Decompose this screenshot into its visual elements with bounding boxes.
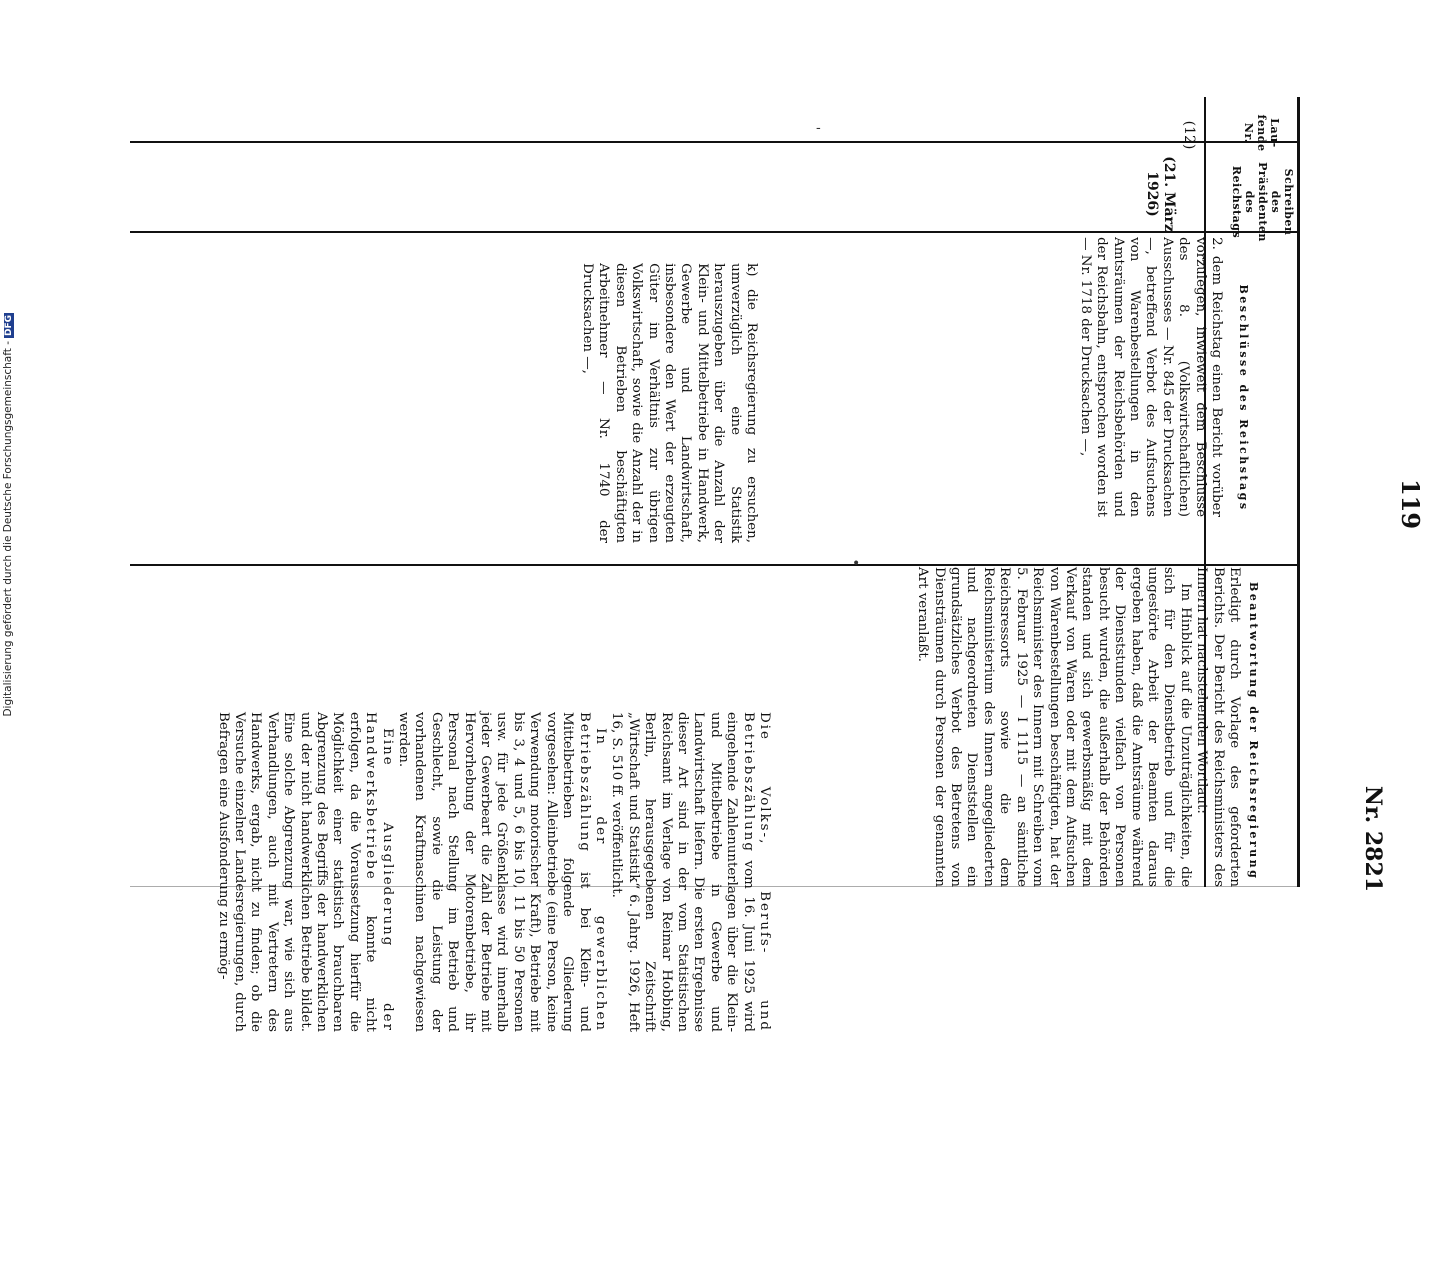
answer-crafts-paragraph	[214, 712, 394, 1032]
header-rule-top	[1297, 97, 1300, 887]
entry-number: (12)	[1181, 120, 1197, 150]
credit-text: Digitalisierung gefördert durch die Deutsche Forschungsgemeinschaft -	[2, 341, 14, 717]
crafts-rest: konnte nicht erfolgen, da die Voraussetzung hierfür die Möglichkeit einer statistisch brauchbaren Abgrenzung des Begriffs der handwerklichen und der nicht handwerklichen Betriebe bildet. Eine solche Abgrenzung war, wie sich aus Verhandlungen, auch mit Vertretern des Handwerks, ergab, nicht zu finden; ob die Versuche einzelner Landesregierungen, durch Befragen eine Ausfonderung zu ermög-	[215, 712, 379, 1032]
answer-census-paragraph	[608, 712, 772, 1032]
resolution-item-2	[1044, 217, 1224, 517]
entry-date: (21. März 1926)	[1144, 156, 1177, 232]
row-rule-left	[130, 141, 1300, 143]
digitization-credit	[2, 313, 18, 1273]
answer-part-2	[156, 712, 772, 1032]
column-header-number: Lau- fende Nr.	[1242, 114, 1281, 152]
resolution-2-text: 2. dem Reichstag einen Bericht vorüber vorzulegen, inwieweit dem Beschlusse des 8. (Volkswirtschaftlichen) Ausschusses — Nr. 845 der Drucksachen —, betreffend Verbot des Aufsuchens von Warenbestellungen in den Amtsräumen der Reichsbehörden und der Reichsbahn, entsprochen worden ist — Nr. 1718 der Drucksachen —,	[1077, 237, 1224, 517]
column-header-answer: Beantwortung der Reichsregierung	[1247, 582, 1260, 881]
crafts-lead: Eine Ausgliederung der Handwerksbetriebe	[363, 712, 395, 1032]
page-number: 119	[1396, 478, 1425, 530]
dfg-logo: DFG	[4, 315, 14, 337]
commercial-census-rest: ist bei Klein- und Mittelbetrieben folgende Gliederung vorgesehen: Alleinbetriebe (eine Person, keine Verwendung motorischer Kraft), Betriebe mit bis 3, 4 und 5, 6 bis 10, 11 bis 50 Personen usw. für jede Größenklasse wird innerhalb jeder Gewerbeart die Zahl der Betriebe mit Hervorhebung der Motorenbetriebe, ihr Personal nach Stellung im Betrieb und Geschlecht, sowie die Leistung der vorhandenen Kraftmaschinen nachgewiesen werden.	[396, 712, 592, 1032]
answer-part-1	[916, 567, 1242, 887]
answer-intro: Erledigt durch Vorlage des geforderten Berichts. Der Bericht des Reichsministers des Innern hat nachstehenden Wortlaut:	[1194, 567, 1242, 887]
census-lead: Die Volks-, Berufs- und Betriebszählung	[740, 712, 772, 1032]
resolution-k-text: k) die Reichsregierung zu ersuchen, umverzüglich eine Statistik herauszugeben über die Anzahl der Klein- und Mittelbetriebe in Handwerk, Gewerbe und Landwirtschaft, insbesondere den Wert der erzeugten Güter im Verhältnis zur übrigen Volkswirtschaft, sowie die Anzahl der in diesen Betrieben beschäftigten Arbeitnehmer — Nr. 1740 der Drucksachen —,	[579, 263, 759, 543]
commercial-census-lead: In der gewerblichen Betriebszählung	[576, 712, 608, 1032]
column-header-letter: Schreiben des Präsidenten des Reichstags	[1230, 162, 1295, 242]
census-rest: vom 16. Juni 1925 wird eingehende Zahlenunterlagen über die Klein- und Mittelbetriebe in Gewerbe und Landwirtschaft liefern. Die ersten Ergebnisse dieser Art sind in der vom Statistischen Reichsamt im Verlage von Reimar Hobbing, Berlin, herausgegebenen Zeitschrift „Wirtschaft und Statistik“ 6. Jahrg. 1926, Heft 16, S. 510 ff. veröffentlicht.	[609, 712, 756, 1032]
document-number: Nr. 2821	[1360, 785, 1386, 893]
answer-paragraph-visitors: Im Hinblick auf die Unzuträglichkeiten, die sich für den Dienstbetrieb und für die ungestörte Arbeit der Beamten daraus ergeben haben, daß die Amtsräume während der Dienststunden vielfach von Personen besucht wurden, die außerhalb der Behörden standen und sich gewerbsmäßig mit dem Verkauf von Waren oder mit dem Aufsuchen von Warenbestellungen beschäftigten, hat der Reichsminister des Innern mit Schreiben vom 5. Februar 1925 — I 1115 — an sämtliche Reichsressorts sowie die dem Reichsministerium des Innern angegliederten und nachgeordneten Dienststellen ein grundsätzliches Verbot des Betretens von Diensträumen durch Personen der genannten Art veranlaßt.	[915, 567, 1193, 887]
column-rule-2	[130, 564, 1300, 566]
scan-speck: •	[852, 556, 861, 572]
resolution-item-k	[579, 243, 759, 543]
answer-commercial-census-paragraph	[395, 712, 608, 1032]
column-header-resolutions: Beschlüsse des Reichstags	[1237, 284, 1250, 512]
scan-speck: ‐	[816, 120, 821, 136]
